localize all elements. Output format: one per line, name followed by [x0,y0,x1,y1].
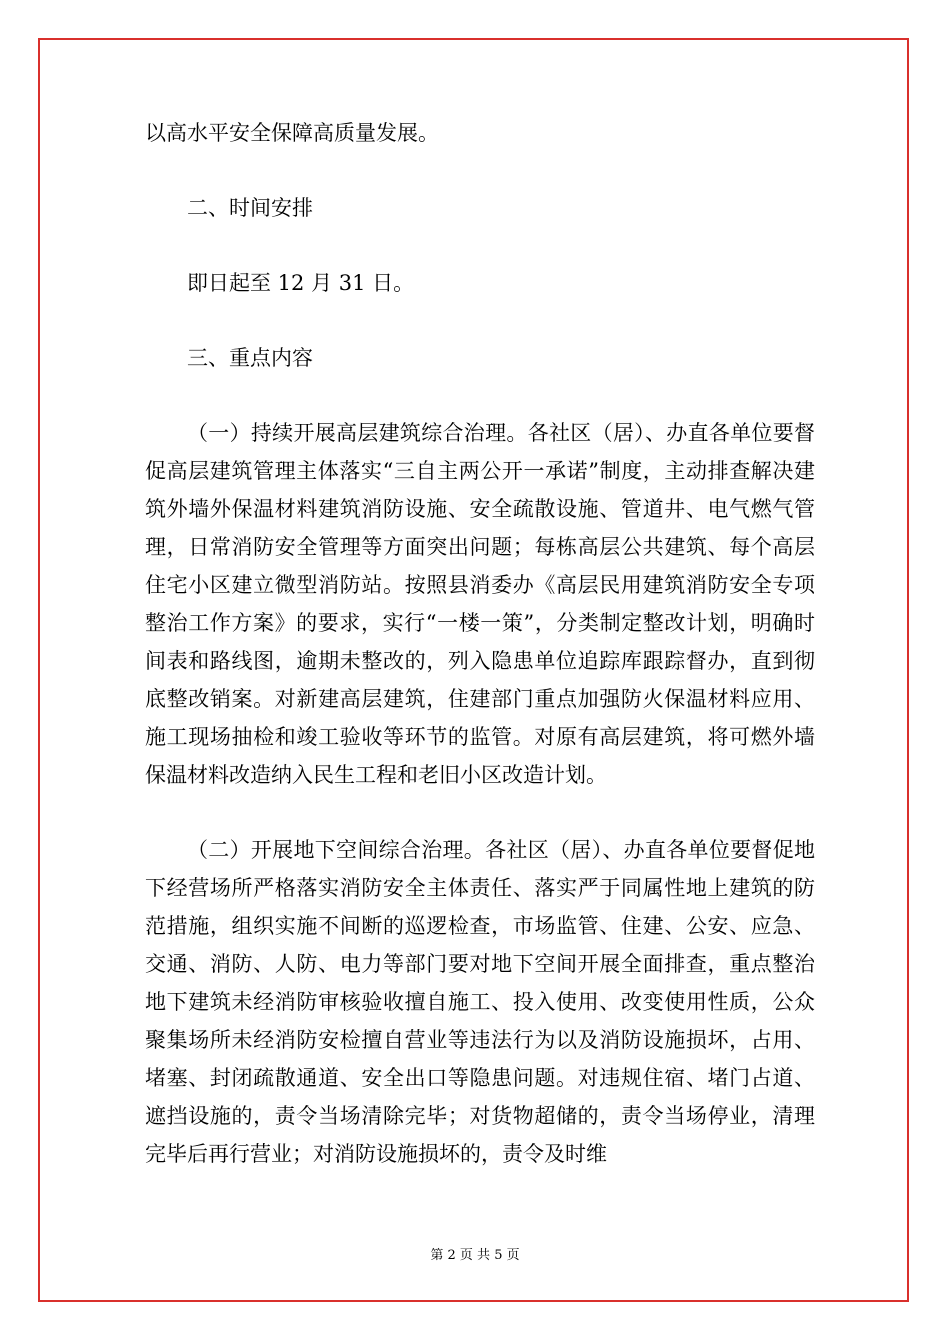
heading-time-schedule: 二、时间安排 [187,196,313,220]
paragraph-high-rise-governance: （一）持续开展高层建筑综合治理。各社区（居）、办直各单位要督促高层建筑管理主体落实“三自主两公开一承诺”制度，主动排查解决建筑外墙外保温材料建筑消防设施、安全疏散设施、管道井、电气燃气管理，日常消防安全管理等方面突出问题；每栋高层公共建筑、每个高层住宅小区建立微型消防站。按照县消委办《高层民用建筑消防安全专项整治工作方案》的要求，实行“一楼一策”，分类制定整改计划，明确时间表和路线图，逾期未整改的，列入隐患单位追踪库跟踪督办，直到彻底整改销案。对新建高层建筑，住建部门重点加强防火保温材料应用、施工现场抽检和竣工验收等环节的监管。对原有高层建筑，将可燃外墙保温材料改造纳入民生工程和老旧小区改造计划。 [145,421,815,787]
paragraph-underground-governance: （二）开展地下空间综合治理。各社区（居）、办直各单位要督促地下经营场所严格落实消防安全主体责任、落实严于同属性地上建筑的防范措施，组织实施不间断的巡逻检查，市场监管、住建、公安、应急、交通、消防、人防、电力等部门要对地下空间开展全面排查，重点整治地下建筑未经消防审核验收擅自施工、投入使用、改变使用性质，公众聚集场所未经消防安检擅自营业等违法行为以及消防设施损坏，占用、堵塞、封闭疏散通道、安全出口等隐患问题。对违规住宿、堵门占道、遮挡设施的，责令当场清除完毕；对货物超储的，责令当场停业，清理完毕后再行营业；对消防设施损坏的，责令及时维 [145,838,815,1166]
paragraph-intro-continuation: 以高水平安全保障高质量发展。 [145,121,439,145]
paragraph-time-range: 即日起至 12 月 31 日。 [187,271,415,295]
page-number-footer: 第 2 页 共 5 页 [430,1248,520,1263]
heading-key-content: 三、重点内容 [187,346,313,370]
document-body [145,114,815,1210]
